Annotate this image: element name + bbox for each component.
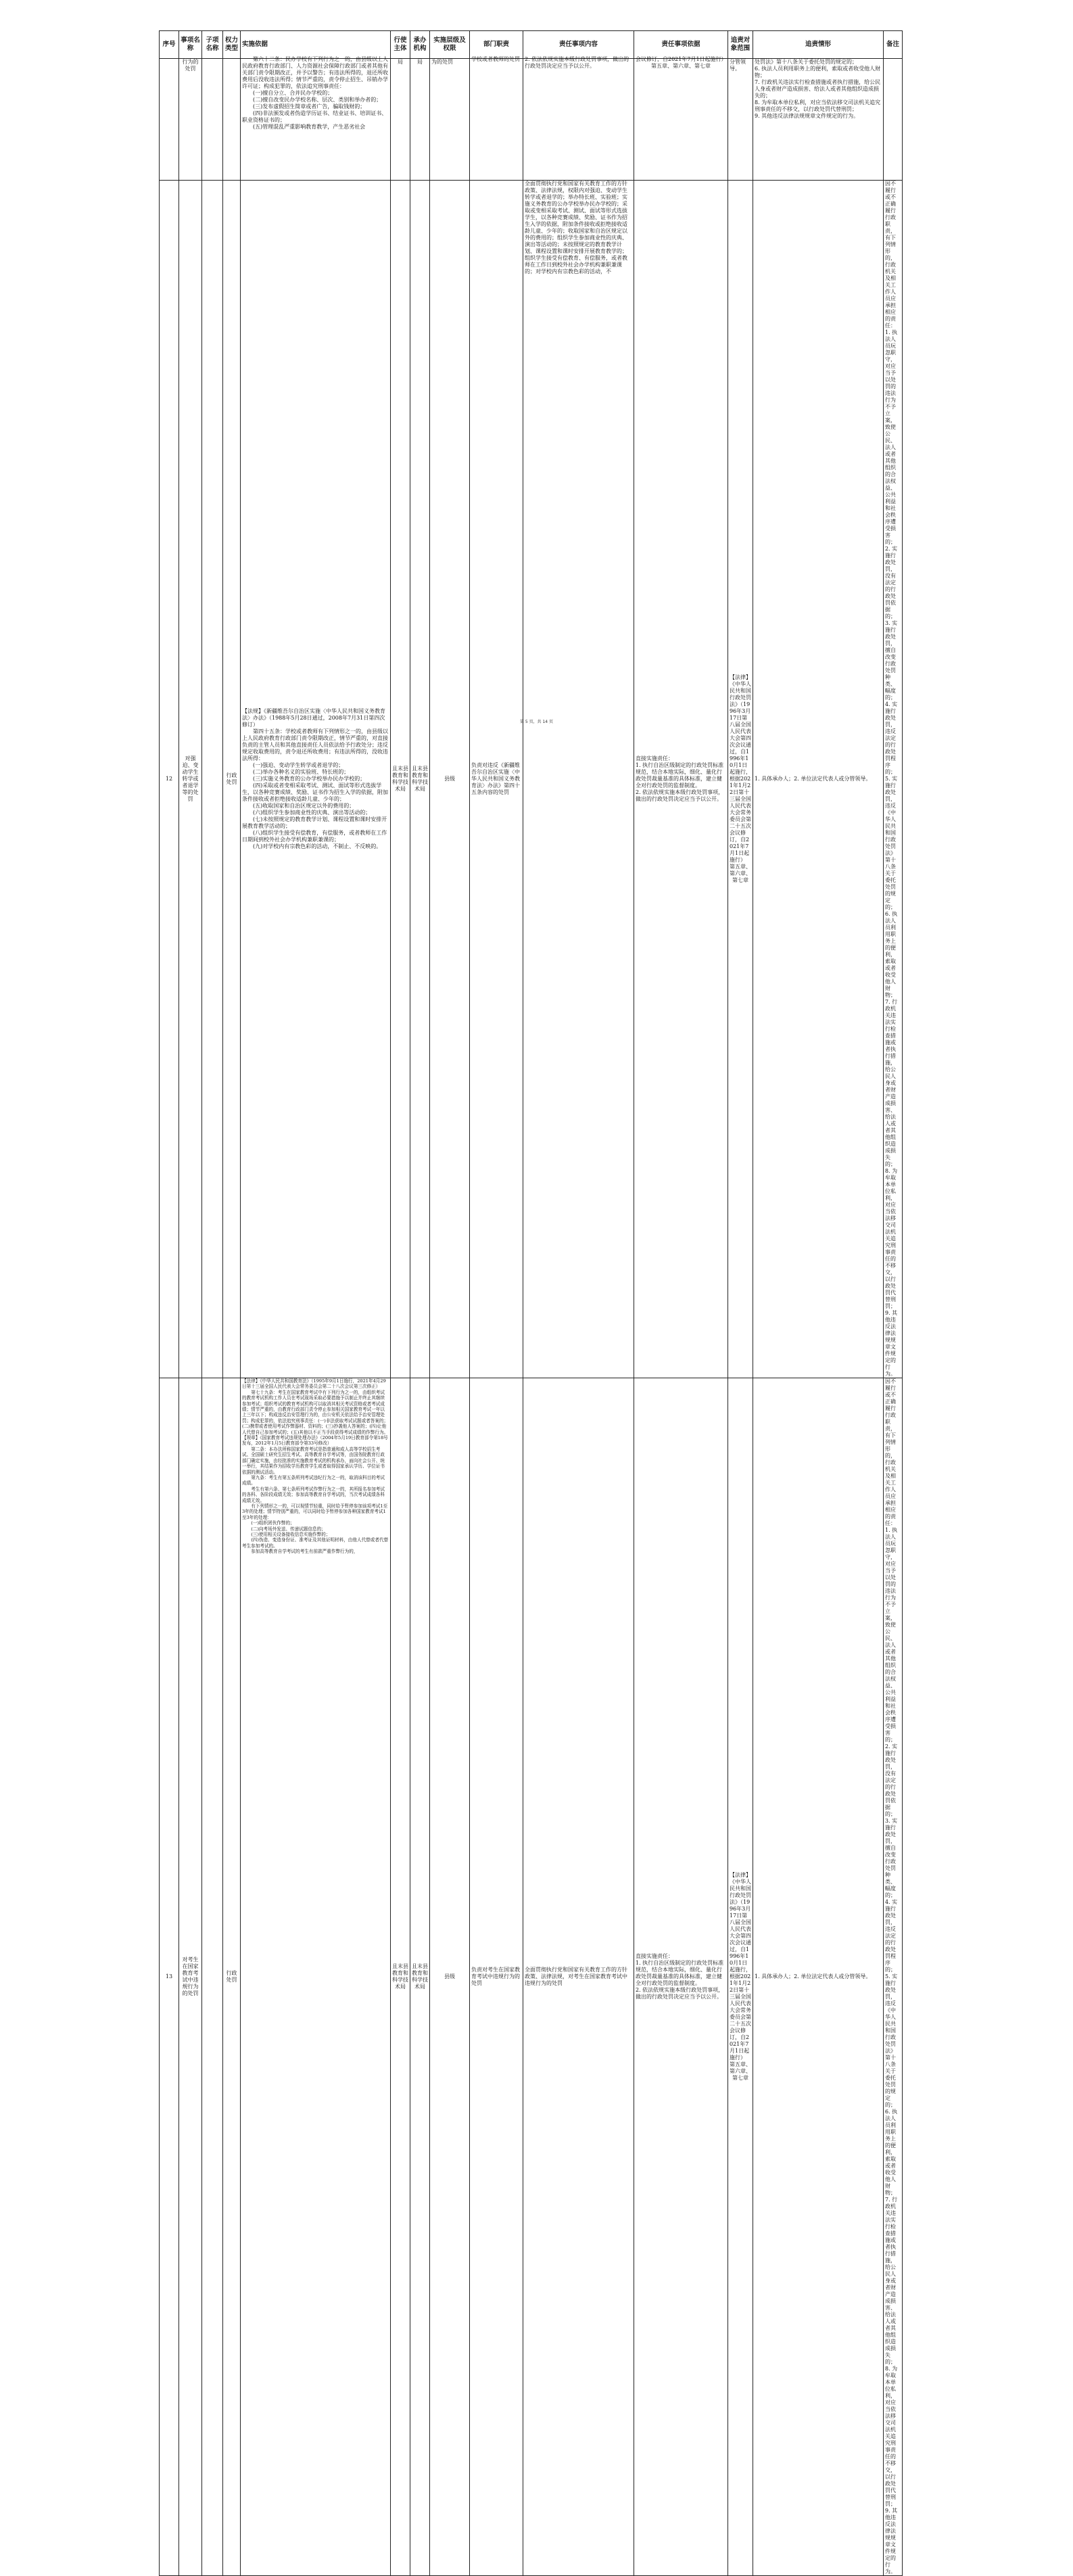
case-item: 2. 实施行政处罚，没有法定的行政处罚依据的； (885, 1743, 898, 1817)
col-header-cases: 追责情形 (753, 31, 884, 59)
cell-name: 行为的处罚 (179, 59, 202, 181)
case-item: 5. 实施行政处罚，违反《中华人民共和国行政处罚法》第十八条关于委托处罚的规定的； (885, 776, 898, 910)
cell-no: 12 (160, 181, 179, 1378)
case-item: 4. 实施行政处罚，违反法定的行政处罚程序的； (885, 1899, 898, 1973)
case-item: 7. 行政机关违法实行检查措施或者执行措施，给公民人身或者财产造成损害、给法人或者其他组织造成损失的； (755, 79, 881, 99)
cell-basis (241, 56, 391, 181)
basis-para: 考生有第六条、第七条所列考试作弊行为之一的，其所报名参加考试的各科、各阶段成绩无效；参加高等教育自学考试的，当次考试成绩各科成绩无效。 (242, 1486, 385, 1503)
basis-para: 第六十二条：民办学校有下列行为之一的，由县级以上人民政府教育行政部门、人力资源社会保障行政部门或者其他有关部门责令限期改正，并予以警告；有违法所得的，退还所收费用后没收违法所得；情节严重的，责令停止招生、吊销办学许可证；构成犯罪的，依法追究刑事责任： (242, 56, 388, 89)
case-item: 4. 实施行政处罚，违反法定的行政处罚程序的； (885, 701, 898, 775)
basis-para: (一)强迫、变动学生转学或者退学的； (253, 762, 344, 768)
basis-para: 有下列情形之一的，可以视情节轻重，同时给予暂停参加该项考试1至3年的处理；情节特别严重的，可以同时给予暂停参加各种国家教育考试1至3年的处理： (242, 1503, 388, 1520)
table-row (160, 1378, 903, 2576)
cell-subject: 局 (391, 59, 410, 181)
table-row (160, 181, 903, 1378)
basis-para: (二)举办各种名义的实验班、特长班的； (253, 769, 350, 775)
basis-para: 【法规】《新疆维吾尔自治区实施〈中华人民共和国义务教育法〉办法》（1988年5月28日通过，2008年7月31日第四次修订） (242, 708, 385, 728)
case-item: 7. 行政机关违法实行检查措施或者执行措施，给公民人身或者财产造成损害、给法人或者其他组织造成损失的； (885, 999, 898, 1167)
table-header-row (160, 31, 903, 59)
case-item: 8. 为牟取本单位私利，对应当依法移交司法机关追究刑事责任的不移交，以行政处罚代替刑罚； (885, 2366, 898, 2507)
basis-para: (一)组织团伙作弊的； (251, 1520, 295, 1526)
content-para: 2. 依法依规实施本级行政处罚事项，做出的行政处罚决定应当予以公开。 (636, 1987, 724, 2000)
case-item: 7. 行政机关违法实行检查措施或者执行措施，给公民人身或者财产造成损害、给法人或者其他组织造成损失的； (885, 2197, 898, 2365)
cell-agency: 且末县教育和科学技术局 (410, 1378, 430, 2576)
cell-cases (884, 1378, 903, 2576)
basis-para: (七)未按照规定的教育教学计划、课程设置和课时安排开展教育教学活动的； (242, 816, 387, 829)
case-item: 1. 执法人员玩忽职守，对应当予以处罚的违法行为不予立案，致使公民、法人或者其他组织的合法权益、公共利益和社会秩序遭受损害的； (885, 1527, 898, 1743)
cell-duty (470, 56, 523, 181)
basis-para: 【规章】《国家教育考试违规处理办法》（2004年5月19日教育部令第18号发布，2012年1月5日教育部令第33号修改） (242, 1435, 388, 1447)
col-header-content: 责任事项内容 (523, 31, 634, 59)
resp-basis-para: 【法律】《中华人民共和国行政处罚法》（1996年3月17日第八届全国人民代表大会第四次会议通过，自1996年10月1日起施行，根据2021年1月22日第十三届全国人民代表大会常务委员会第二十五次会议修订，自2021年7月1日起施行） (730, 674, 751, 863)
cell-basis (241, 181, 391, 1378)
basis-para: (五)收取国家和自治区规定以外的费用的； (253, 803, 355, 809)
basis-para: 第四十五条：学校或者教师有下列情形之一的，由县级以上人民政府教育行政部门责令限期改正，情节严重的，对直接负责的主管人员和其他直接责任人员依法给予行政处分；违反规定收取费用的，责令退还所收费用；有违法所得的，没收违法所得： (242, 728, 388, 762)
cell-level: 县级 (430, 1378, 470, 2576)
cell-scope: 1. 具体承办人；2. 单位法定代表人或分管领导。 (753, 181, 884, 1378)
basis-para: 参加高等教育自学考试的考生有前款严重作弊行为的， (251, 1549, 358, 1555)
cell-level: 县级 (430, 181, 470, 1378)
cell-subject: 且末县教育和科学技术局 (391, 181, 410, 1378)
cell-subject: 且末县教育和科学技术局 (391, 1378, 410, 2576)
cell-duty: 负责对违反《新疆维吾尔自治区实施〈中华人民共和国义务教育法〉办法》第四十五条内容的处罚 (470, 181, 523, 1378)
col-header-no: 序号 (160, 31, 179, 59)
basis-para: (三)使用相关设备接收信息实施作弊的； (251, 1531, 331, 1537)
col-header-agency: 承办机构 (410, 31, 430, 59)
case-item: 5. 实施行政处罚，违反《中华人民共和国行政处罚法》第十八条关于委托处罚的规定的； (885, 1973, 898, 2108)
case-item: 3. 实施行政处罚，擅自改变行政处罚种类、幅度的； (885, 620, 898, 701)
cell-agency: 局 (410, 59, 430, 181)
cell-name: 对强迫、变动学生转学或者退学等的处罚 (179, 181, 202, 1378)
col-header-type: 权力类型 (223, 31, 241, 59)
case-item: 6. 执法人员利用职务上的便利，索取或者收受他人财物； (755, 66, 881, 78)
cell-scope: 分管领导。 (728, 59, 753, 181)
cell-type (223, 59, 241, 181)
case-item: 因不履行或不正确履行行政职责，有下列情形的，行政机关及相关工作人员应承担相应的责任： (885, 1378, 896, 1526)
cell-sub (202, 1378, 223, 2576)
basis-para: (三)发布虚假招生简章或者广告，骗取钱财的； (253, 103, 366, 110)
basis-para: 第七十九条：考生在国家教育考试中有下列行为之一的，由组织考试的教育考试机构工作人员在考试现场采取必要措施予以制止并终止其继续参加考试；组织考试的教育考试机构可以取消其相关考试资格或者考试成绩；情节严重的，由教育行政部门责令停止参加相关国家教育考试一年以上三年以下；构成违反治安管理行为的，由公安机关依法给予治安管理处罚；构成犯罪的，依法追究刑事责任：(一)非法获取考试试题或者答案的；(二)携带或者使用考试作弊器材、资料的；(三)抄袭他人答案的；(四)让他人代替自己参加考试的；(五)其他以不正当手段获得考试成绩的作弊行为。 (242, 1389, 389, 1435)
case-item: 9. 其他违反法律法规规章文件规定的行为。 (755, 113, 859, 119)
cell-note (884, 59, 903, 181)
cell-basis (241, 1378, 391, 2576)
col-header-note: 备注 (884, 31, 903, 59)
basis-para: (八)组织学生接受有偿教育，有偿服务，或者教师在工作日期间到校外社会办学机构兼职兼课的； (242, 830, 387, 843)
page-number-footer: 第 5 页，共 14 页 (519, 720, 554, 724)
col-header-level: 实施层级及权限 (430, 31, 470, 59)
cell-type: 行政处罚 (223, 181, 241, 1378)
resp-basis-para: 第五章、第六章、第七章 (730, 864, 751, 883)
basis-para: (四)采取或者变相采取考试、测试、面试等形式选拔学生，以各种竞赛成绩、奖励、证书作为招生入学的依据，附加条件接收或者拒绝接收适龄儿童、少年的； (242, 782, 388, 802)
cell-sub (202, 59, 223, 181)
content-para: 1. 执行自治区级制定的行政处罚标准规范，结合本地实际，细化、量化行政处罚裁量基准的具体标准，建立健全对行政处罚的监督制度。 (636, 1960, 724, 1986)
cell-resp-basis (728, 181, 753, 1378)
cell-content (523, 56, 634, 181)
cell-level: 为的处罚 (430, 59, 470, 181)
dept-duty-text: 全面贯彻执行党和国家有关教育工作的方针政策、法律法规，权限内对强迫、变动学生转学或者退学的；举办特长班、实验班；实施义务教育的公办学校举办民办学校的；采取或变相采取考试、测试、面试等形式选拔学生，以各种竞赛成绩、奖励、证书作为招生入学的依据，附加条件接收或拒绝接收适龄儿童、少年的；收取国家和自治区规定以外的费用的；组织学生参加商业性的庆典、演出等活动的；未按照规定的教育教学计划、课程设置和课时安排开展教育教学的；组织学生接受有偿教育、有偿服务，或者教师在工作日到校外社会办学机构兼职兼课的；对学校内有宗教色彩的活动，不 (525, 181, 627, 275)
cell-agency: 且末县教育和科学技术局 (410, 181, 430, 1378)
basis-para: (九)对学校内有宗教色彩的活动，不制止、不反映的。 (253, 843, 382, 849)
case-item: 处罚法》第十八条关于委托处罚的规定的； (755, 59, 857, 65)
cell-duty: 负责对考生在国家教育考试中违规行为的处罚 (470, 1378, 523, 2576)
case-item: 3. 实施行政处罚，擅自改变行政处罚种类、幅度的； (885, 1818, 898, 1898)
basis-para: (四)伪造、变造身份证、准考证及其他证明材料，由他人代替或者代替考生参加考试的。 (242, 1537, 389, 1549)
basis-para: (二)擅自改变民办学校名称、层次、类别和举办者的； (253, 97, 382, 103)
case-item: 9. 其他违反法律法规规章文件规定的行为。 (885, 2508, 898, 2575)
col-header-duty: 部门职责 (470, 31, 523, 59)
case-item: 6. 执法人员利用职务上的便利，索取或者收受他人财物； (885, 2109, 898, 2196)
cell-type: 行政处罚 (223, 1378, 241, 2576)
resp-basis-para: 会议修订，自2021年7月1日起施行） (636, 56, 727, 62)
col-header-subject: 行使主体 (391, 31, 410, 59)
basis-para: (五)管理混乱严重影响教育教学，产生恶劣社会 (253, 124, 366, 130)
duty-text: 学校或者教师的处罚 (471, 56, 520, 62)
cell-no (160, 59, 179, 181)
content-para: 1. 执行自治区级制定的行政处罚标准规范，结合本地实际，细化、量化行政处罚裁量基准的具体标准，建立健全对行政处罚的监督制度。 (636, 762, 724, 789)
resp-basis-para: 第五章、第六章、第七章 (651, 63, 711, 69)
case-item: 1. 执法人员玩忽职守，对应当予以处罚的违法行为不予立案，致使公民、法人或者其他组织的合法权益、公共利益和社会秩序遭受损害的； (885, 329, 898, 545)
cell-resp-basis (728, 1378, 753, 2576)
content-para: 直接实施责任： (636, 1953, 673, 1959)
cell-content (634, 1378, 728, 2576)
basis-para: (三)实施义务教育的公办学校举办民办学校的； (253, 776, 366, 782)
resp-basis-para: 【法律】《中华人民共和国行政处罚法》（1996年3月17日第八届全国人民代表大会第四次会议通过，自1996年10月1日起施行，根据2021年1月22日第十三届全国人民代表大会常务委员会第二十五次会议修订，自2021年7月1日起施行） (730, 1872, 751, 2061)
content-para: 2. 依法依规实施本级行政处罚事项，做出的行政处罚决定应当予以公开。 (525, 56, 629, 69)
basis-para: (二)向考场外发送、传递试题信息的； (251, 1526, 326, 1532)
cell-dept-duty (523, 181, 634, 1378)
basis-para: (四)非法颁发或者伪造学历证书、结业证书、培训证书、职业资格证书的； (242, 110, 387, 123)
case-item: 8. 为牟取本单位私利，对应当依法移交司法机关追究刑事责任的不移交，以行政处罚代替刑罚； (755, 99, 881, 112)
basis-para: 【法律】《中华人民共和国教育法》（1995年9月1日施行，2021年4月29日第十三届全国人民代表大会常务委员会第二十八次会议第三次修正） (242, 1378, 386, 1390)
cell-resp-basis (634, 56, 728, 181)
cell-scope: 1. 具体承办人；2. 单位法定代表人或分管领导。 (753, 1378, 884, 2576)
col-header-resp-basis: 责任事项依据 (634, 31, 728, 59)
case-item: 6. 执法人员利用职务上的便利，索取或者收受他人财物； (885, 911, 898, 998)
cell-name: 对考生在国家教育考试中违规行为的处罚 (179, 1378, 202, 2576)
case-item: 9. 其他违反法律法规规章文件规定的行为。 (885, 1310, 898, 1377)
table-row (160, 59, 903, 181)
basis-para: (六)组织学生参加商业性的庆典、演出等活动的； (253, 810, 371, 816)
cell-content (634, 181, 728, 1378)
basis-para: (一)擅自分立、合并民办学校的； (253, 90, 333, 96)
cell-cases (884, 181, 903, 1378)
cell-sub (202, 181, 223, 1378)
col-header-scope: 追责对象范围 (728, 31, 753, 59)
case-item: 8. 为牟取本单位私利，对应当依法移交司法机关追究刑事责任的不移交，以行政处罚代替刑罚； (885, 1168, 898, 1309)
cell-dept-duty: 全面贯彻执行党和国家有关教育工作的方针政策、法律法规，对考生在国家教育考试中违规行为的处罚 (523, 1378, 634, 2576)
resp-basis-para: 第五章、第六章、第七章 (730, 2061, 751, 2081)
cell-cases (753, 59, 884, 181)
col-header-name: 事项名称 (179, 31, 202, 59)
case-item: 2. 实施行政处罚，没有法定的行政处罚依据的； (885, 546, 898, 619)
cell-no: 13 (160, 1378, 179, 2576)
basis-para: 第二条：本办法所称国家教育考试是指普通和成人高等学校招生考试、全国硕士研究生招生考试、高等教育自学考试等，由国务院教育行政部门确定实施，由经批准的实施教育考试的机构承办，面向社会公开、统一举行，其结果作为招收学历教育学生或者取得国家承认学历、学位证书依据的测试活动。 (242, 1446, 385, 1475)
content-para: 2. 依法依规实施本级行政处罚事项，做出的行政处罚决定应当予以公开。 (636, 789, 724, 802)
content-para: 直接实施责任： (636, 755, 673, 762)
col-header-basis: 实施依据 (241, 31, 391, 59)
case-item: 因不履行或不正确履行行政职责，有下列情形的，行政机关及相关工作人员应承担相应的责任： (885, 181, 896, 329)
basis-para: 第九条：考生有第五条所列考试违纪行为之一的，取消该科目的考试成绩。 (242, 1474, 385, 1486)
col-header-sub: 子项名称 (202, 31, 223, 59)
